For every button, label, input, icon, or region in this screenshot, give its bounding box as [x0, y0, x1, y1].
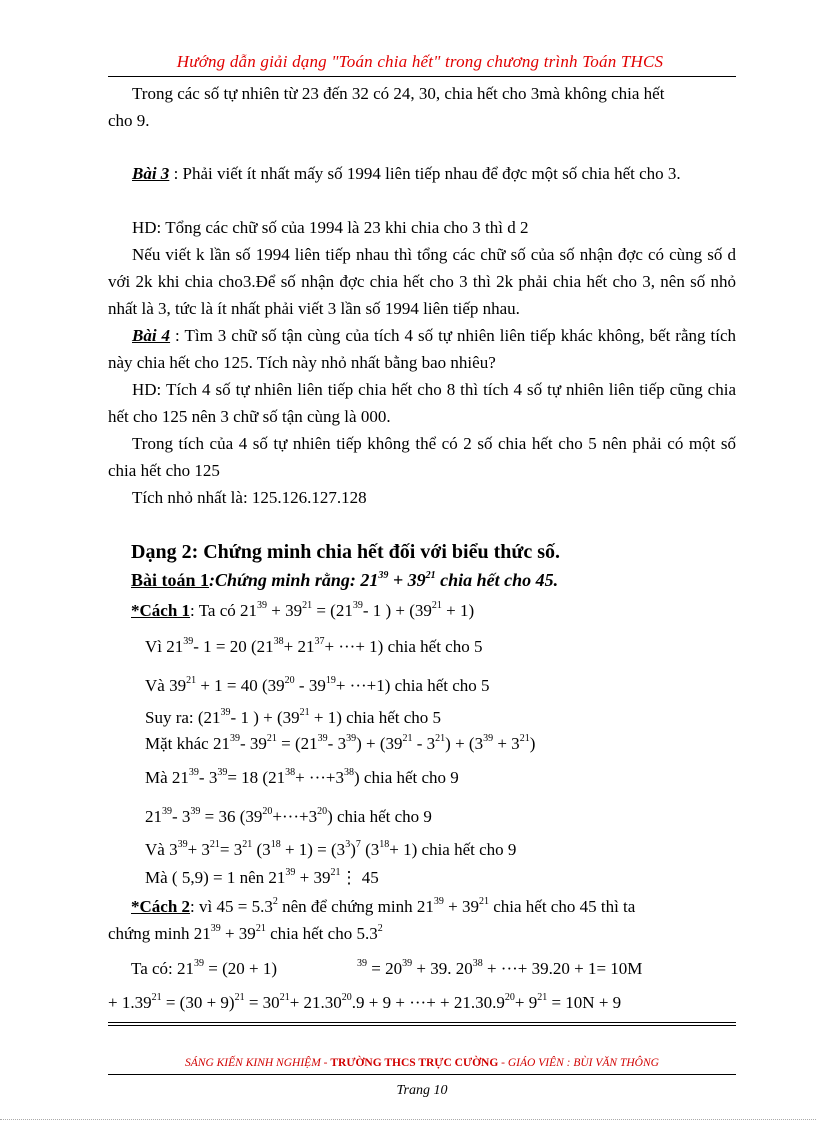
cach-1-step-6: $21^{39}-$ $3^{39} = 36$ $(39^{20}+\cdot\cdot\cdot+3^{20})$ chia hết cho 9 — [145, 806, 432, 826]
cach-1-step-4: Mặt khác $21^{39}-$ $39^{21} = (21^{39}-$ $3^{39}) + (39^{21} - 3^{21}) + (3^{39} + 3^{21})$ — [145, 733, 536, 753]
cach-2-label: *Cách 2 — [131, 897, 191, 916]
bai4-paragraph — [108, 322, 736, 376]
section-heading-dang2: Dạng 2: Chứng minh chia hết đối với biểu thức số. — [131, 541, 561, 563]
intro-line-2: cho 9. — [108, 111, 150, 130]
cach-2-expansion-1: Ta có: $21^{39} = (20 + 1) ^{39} = 20^{39} + 39$. $20^{38}$ + ···+ 39.20 + 1= 10M — [131, 958, 643, 978]
cach-1-step-7: Và $3^{39}+ 3^{21}= 3^{21}$ $(3^{18} + 1) = (3^3)^7$ $(3^{18}+ 1)$ chia hết cho 9 — [145, 839, 517, 859]
bai3-text: : Phải viết ít nhất mấy số 1994 liên tiếp nhau để đợc một số chia hết cho 3. — [169, 164, 681, 183]
content-bottom-rule-1 — [108, 1022, 736, 1023]
cach-1-step-5: Mà $21^{39}-$ $3^{39}= 18$ $(21^{38}+ \cdot\cdot\cdot+3^{38})$ chia hết cho 9 — [145, 767, 459, 787]
cach-1-conclusion: Mà ( 5,9) = 1 nên $21^{39}$ + $39^{21}⋮$ 45 — [145, 867, 379, 887]
footer-school: TRƯỜNG THCS TRỰC CƯỜNG — [330, 1057, 499, 1069]
bai3-paragraph — [108, 160, 736, 187]
intro-line-1: Trong các số tự nhiên từ 23 đến 32 có 24, 30, chia hết cho 3mà không chia hết — [132, 84, 665, 103]
bai3-label: Bài 3 — [132, 164, 170, 183]
footer-rule — [108, 1074, 736, 1075]
content-bottom-rule-2 — [108, 1025, 736, 1026]
bai3-explanation: Nếu viết k lần số 1994 liên tiếp nhau thì tổng các chữ số của số nhận đợc có cùng số d với 2k khi chia cho3.Để số nhận đợc chia hết cho 3 thì 2k phải chia hết cho 3, nên số nhỏ nhất là 3, tức là ít nhất phải viết 3 lần số 1994 liên tiếp nhau. — [108, 245, 736, 318]
cach-1-step-2: Và $39^{21} + 1 = 40$ $(39^{20} - 39^{19}+ \cdot\cdot\cdot+1)$ chia hết cho 5 — [145, 675, 490, 695]
cach-1-step-3: Suy ra: ($21^{39}-$ 1 ) + $(39^{21} + 1)$ chia hết cho 5 — [145, 707, 442, 727]
cach-2-expansion-2: + $1.39^{21} = (30 + 9)^{21} = 30^{21}+ 21.30^{20}.9 + 9$ + ···+ + $21.30.9^{20}+ 9^{21} = 10N + 9$ — [108, 992, 622, 1012]
page-header-title: Hướng dẫn giải dạng "Toán chia hết" trong chương trình Toán THCS — [176, 52, 664, 71]
cach-2-line: *Cách 2: vì $45 = 5.3^2$ nên để chứng minh $21^{39} + 39^{21}$ chia hết cho 45 thì ta — [131, 896, 636, 916]
page-edge — [0, 1119, 816, 1120]
cach-2-line-2: chứng minh $21^{39} + 39^{21}$ chia hết cho $5.3^2$ — [108, 923, 383, 943]
bai-toan-label: Bài toán 1 — [131, 570, 210, 590]
bai3-hd: HD: Tổng các chữ số của 1994 là 23 khi chia cho 3 thì d 2 — [132, 218, 529, 237]
cach-1-line: *Cách 1: Ta có $21^{39} + 39^{21} = (21^{39}-$ 1 ) + $(39^{21} + 1)$ — [131, 600, 475, 620]
bai4-label: Bài 4 — [132, 326, 171, 345]
cach-1-label: *Cách 1 — [131, 601, 191, 620]
bai-toan-1: Bài toán 1:Chứng minh rằng: $21^{39} + 39^{21}$ chia hết cho 45. — [131, 570, 559, 590]
page-number: Trang 10 — [396, 1083, 448, 1098]
bai4-hd: HD: Tích 4 số tự nhiên liên tiếp chia hết cho 8 thì tích 4 số tự nhiên liên tiếp cũng chia hết cho 125 nên 3 chữ số tận cùng là 000. — [108, 380, 736, 426]
bai4-result: Tích nhỏ nhất là: 125.126.127.128 — [132, 488, 367, 507]
page-footer: SÁNG KIẾN KINH NGHIỆM - TRƯỜNG THCS TRỰC CƯỜNG - GIÁO VIÊN : BÙI VĂN THÔNG — [185, 1057, 659, 1069]
cach-1-step-1: Vì $21^{39}-$ 1 = 20 ($21^{38}+ 21^{37}+$ ···+ 1) chia hết cho 5 — [145, 636, 483, 656]
header-rule — [108, 76, 736, 77]
bai4-text: : Tìm 3 chữ số tận cùng của tích 4 số tự nhiên liên tiếp khác không, bết rằng tích này chia hết cho 125. Tích này nhỏ nhất bằng bao nhiêu? — [108, 326, 736, 372]
bai4-explanation: Trong tích của 4 số tự nhiên tiếp không thể có 2 số chia hết cho 5 nên phải có một số chia hết cho 125 — [108, 434, 736, 480]
